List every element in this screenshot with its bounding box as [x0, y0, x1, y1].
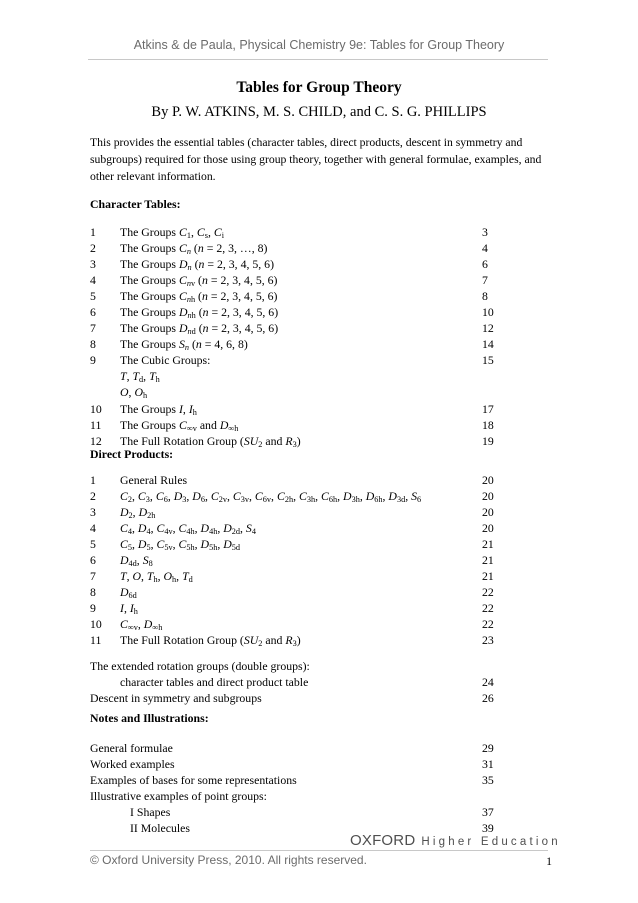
toc-number: 9 [90, 353, 96, 367]
toc-page: 23 [482, 633, 494, 647]
toc-page: 26 [482, 691, 494, 705]
toc-page: 29 [482, 741, 494, 755]
toc-row [90, 788, 505, 804]
brand-main: OXFORD [350, 832, 416, 849]
toc-page: 15 [482, 353, 494, 367]
toc-page: 10 [482, 305, 494, 319]
toc-row [90, 224, 505, 240]
toc-page: 12 [482, 321, 494, 335]
toc-page: 20 [482, 473, 494, 487]
toc-row [90, 401, 505, 417]
toc-row [90, 417, 505, 433]
toc-number: 2 [90, 241, 96, 255]
toc-row [90, 304, 505, 320]
brand-sub: Higher Education [421, 836, 561, 848]
toc-number: 4 [90, 521, 96, 535]
toc-label: I, $I_h$ [120, 601, 138, 617]
toc-label: Examples of bases for some representations [90, 773, 297, 787]
toc-page: 24 [482, 675, 494, 689]
toc-row [90, 772, 505, 788]
toc-label: $D_{4d}$, $S_8$ [120, 553, 153, 569]
intro-paragraph: This provides the essential tables (character tables, direct products, descent in symmetry and subgroups) required for those using group theory, together with general formulae, examples, and other relevant information. [90, 136, 542, 184]
toc-page: 20 [482, 489, 494, 503]
toc-label: T, $T_d$, $T_h$ [120, 369, 160, 385]
toc-page: 31 [482, 757, 494, 771]
toc-row [90, 384, 505, 400]
toc-label: The Groups $S_n$ (n = 4, 6, 8) [120, 337, 248, 353]
copyright-notice: © Oxford University Press, 2010. All rights reserved. [90, 853, 367, 867]
toc-page: 37 [482, 805, 494, 819]
toc-number: 9 [90, 601, 96, 615]
toc-page: 6 [482, 257, 488, 271]
toc-number: 7 [90, 321, 96, 335]
toc-row [90, 740, 505, 756]
toc-label: character tables and direct product table [120, 675, 309, 689]
footer-rule [90, 850, 548, 851]
toc-label: The Groups $D_n$ (n = 2, 3, 4, 5, 6) [120, 257, 275, 273]
toc-row [90, 658, 505, 674]
toc-label: The Groups $C_1$, $C_s$, $C_i$ [120, 225, 225, 241]
toc-label: Illustrative examples of point groups: [90, 789, 267, 803]
section-heading-notes: Notes and Illustrations: [90, 711, 209, 725]
toc-row [90, 756, 505, 772]
toc-label: The extended rotation groups (double groups): [90, 659, 310, 673]
toc-label: General formulae [90, 741, 173, 755]
toc-label: The Groups $C_{\infty v}$ and $D_{\infty h}$ [120, 418, 239, 434]
toc-number: 1 [90, 225, 96, 239]
toc-row [90, 288, 505, 304]
toc-page: 21 [482, 553, 494, 567]
toc-label: The Groups I, $I_h$ [120, 402, 197, 418]
toc-row [90, 520, 505, 536]
toc-label: $C_2$, $C_3$, $C_6$, $D_3$, $D_6$, $C_{2v}$, $C_{3v}$, $C_{6v}$, $C_{2h}$, $C_{3h}$, $C_{6h}$, $D_{3h}$, $D_{6h}$, $D_{3d}$, $S_6$ [120, 489, 422, 505]
header-rule [88, 59, 548, 60]
toc-number: 3 [90, 505, 96, 519]
toc-page: 35 [482, 773, 494, 787]
toc-row [90, 256, 505, 272]
toc-page: 22 [482, 601, 494, 615]
toc-label: Descent in symmetry and subgroups [90, 691, 262, 705]
toc-number: 5 [90, 537, 96, 551]
section-heading-direct-products: Direct Products: [90, 447, 174, 461]
toc-number: 7 [90, 569, 96, 583]
toc-row [90, 368, 505, 384]
toc-row [90, 584, 505, 600]
toc-row [90, 336, 505, 352]
toc-page: 17 [482, 402, 494, 416]
toc-number: 4 [90, 273, 96, 287]
toc-label: The Groups $C_n$ (n = 2, 3, …, 8) [120, 241, 268, 257]
toc-row [90, 352, 505, 368]
toc-label: The Groups $C_{nh}$ (n = 2, 3, 4, 5, 6) [120, 289, 278, 305]
toc-row [90, 240, 505, 256]
toc-page: 22 [482, 617, 494, 631]
toc-label: Worked examples [90, 757, 175, 771]
toc-number: 11 [90, 418, 102, 432]
toc-row [90, 488, 505, 504]
toc-label: The Cubic Groups: [120, 353, 211, 367]
toc-page: 8 [482, 289, 488, 303]
toc-label: The Full Rotation Group ($SU_2$ and $R_3$) [120, 434, 301, 450]
toc-number: 8 [90, 585, 96, 599]
toc-label: T, O, $T_h$, $O_h$, $T_d$ [120, 569, 193, 585]
toc-row [90, 504, 505, 520]
toc-number: 2 [90, 489, 96, 503]
toc-page: 3 [482, 225, 488, 239]
toc-number: 11 [90, 633, 102, 647]
toc-row [90, 690, 505, 706]
toc-number: 6 [90, 305, 96, 319]
toc-label: $C_5$, $D_5$, $C_{5v}$, $C_{5h}$, $D_{5h}$, $D_{5d}$ [120, 537, 240, 553]
toc-row [90, 552, 505, 568]
toc-page: 14 [482, 337, 494, 351]
toc-page: 20 [482, 521, 494, 535]
toc-number: 10 [90, 402, 102, 416]
toc-page: 39 [482, 821, 494, 835]
toc-number: 1 [90, 473, 96, 487]
toc-number: 5 [90, 289, 96, 303]
toc-row [90, 600, 505, 616]
toc-row [90, 272, 505, 288]
toc-page: 4 [482, 241, 488, 255]
toc-page: 21 [482, 569, 494, 583]
toc-label: $C_4$, $D_4$, $C_{4v}$, $C_{4h}$, $D_{4h}$, $D_{2d}$, $S_4$ [120, 521, 256, 537]
page-number: 1 [546, 854, 552, 868]
toc-page: 18 [482, 418, 494, 432]
toc-number: 8 [90, 337, 96, 351]
toc-row [90, 536, 505, 552]
toc-page: 21 [482, 537, 494, 551]
toc-label: O, $O_h$ [120, 385, 148, 401]
toc-row [90, 804, 505, 820]
toc-row [90, 320, 505, 336]
running-header: Atkins & de Paula, Physical Chemistry 9e: Tables for Group Theory [133, 38, 505, 52]
toc-label: $C_{\infty v}$, $D_{\infty h}$ [120, 617, 163, 633]
oxford-brand-logo [350, 832, 561, 850]
toc-label: The Full Rotation Group ($SU_2$ and $R_3$) [120, 633, 301, 649]
toc-label: The Groups $D_{nd}$ (n = 2, 3, 4, 5, 6) [120, 321, 279, 337]
toc-label: $D_2$, $D_{2h}$ [120, 505, 156, 521]
toc-page: 7 [482, 273, 488, 287]
toc-page: 22 [482, 585, 494, 599]
toc-page: 19 [482, 434, 494, 448]
toc-number: 12 [90, 434, 102, 448]
toc-label: I Shapes [130, 805, 171, 819]
toc-row [90, 674, 505, 690]
toc-row [90, 632, 505, 648]
authors-line: By P. W. ATKINS, M. S. CHILD, and C. S. G. PHILLIPS [151, 104, 487, 120]
toc-number: 3 [90, 257, 96, 271]
toc-label: The Groups $D_{nh}$ (n = 2, 3, 4, 5, 6) [120, 305, 279, 321]
toc-label: The Groups $C_{nv}$ (n = 2, 3, 4, 5, 6) [120, 273, 278, 289]
toc-number: 6 [90, 553, 96, 567]
toc-row [90, 472, 505, 488]
toc-number: 10 [90, 617, 102, 631]
toc-row [90, 616, 505, 632]
section-heading-character-tables: Character Tables: [90, 197, 181, 211]
toc-row [90, 568, 505, 584]
toc-label: $D_{6d}$ [120, 585, 137, 601]
toc-page: 20 [482, 505, 494, 519]
toc-label: General Rules [120, 473, 188, 487]
toc-label: II Molecules [130, 821, 190, 835]
document-title: Tables for Group Theory [236, 79, 402, 96]
